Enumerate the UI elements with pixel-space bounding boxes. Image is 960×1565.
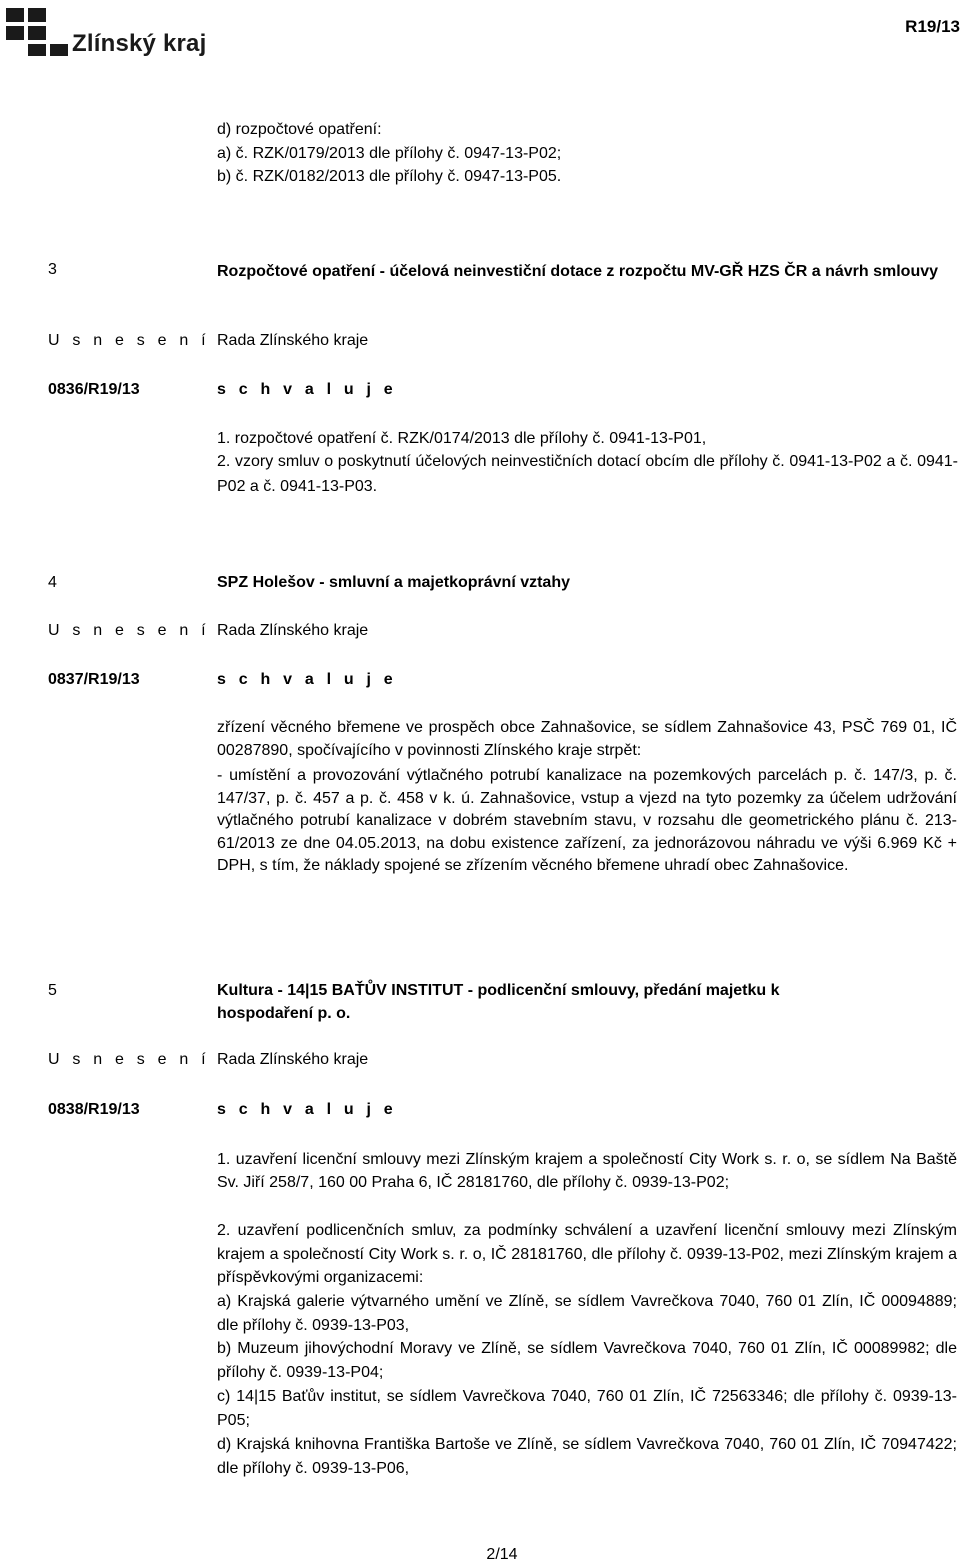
- logo-square-icon: [6, 26, 24, 40]
- intro-line: a) č. RZK/0179/2013 dle přílohy č. 0947-13-P02;: [217, 145, 562, 162]
- content-paragraph-line2: P02 a č. 0941-13-P03.: [217, 478, 378, 495]
- content-paragraph: b) Muzeum jihovýchodní Moravy ve Zlíně, se sídlem Vavrečkova 7040, 760 01 Zlín, IČ 00089982; dle přílohy č. 0939-13-P04;: [217, 1340, 957, 1381]
- logo-text: Zlínský kraj: [72, 30, 207, 57]
- content-paragraph: - umístění a provozování výtlačného potrubí kanalizace na pozemkových parcelách p. č. 147/3, p. č. 147/37, p. č. 457 a p. č. 458 v k. ú. Zahnašovice, vstup a vjezd na tyto pozemky za účelem udržování výtlačného potrubí kanalizace v dobrém stavebním stavu, v rozsahu dle geometrického plánu č. 213-61/2013 ze dne 04.05.2013, na dobu existence zařízení, za jednorázovou náhradu ve výši 6.969 Kč + DPH, s tím, že náklady spojené se zřízením věcného břemene uhradí obec Zahnašovice.: [217, 767, 957, 874]
- item-number: 5: [48, 982, 57, 999]
- usneseni-label: U s n e s e n í: [48, 332, 210, 349]
- content-paragraph: zřízení věcného břemene ve prospěch obce Zahnašovice, se sídlem Zahnašovice 43, PSČ 769 01, IČ 00287890, spočívajícího v povinnosti Zlínského kraje strpět:: [217, 719, 957, 759]
- logo-square-icon: [28, 44, 46, 56]
- usneseni-label: U s n e s e n í: [48, 1051, 210, 1068]
- logo-square-icon: [6, 8, 24, 22]
- resolution-number: 0838/R19/13: [48, 1101, 140, 1118]
- content-paragraph: 1. uzavření licenční smlouvy mezi Zlínským krajem a společností City Work s. r. o, se sídlem Na Baště Sv. Jiří 258/7, 160 00 Praha 6, IČ 28181760, dle přílohy č. 0939-13-P02;: [217, 1151, 957, 1191]
- rada-label: Rada Zlínského kraje: [217, 332, 369, 349]
- item-title: SPZ Holešov - smluvní a majetkoprávní vztahy: [217, 574, 570, 591]
- rada-label: Rada Zlínského kraje: [217, 622, 369, 639]
- logo-square-icon: [50, 44, 68, 56]
- zlinsky-kraj-logo: [6, 8, 207, 57]
- schvaluje-label: s c h v a l u j e: [217, 671, 397, 688]
- schvaluje-label: s c h v a l u j e: [217, 381, 397, 398]
- logo-square-icon: [28, 8, 46, 22]
- content-paragraph: 2. uzavření podlicenčních smluv, za podmínky schválení a uzavření licenční smlouvy mezi Zlínským krajem a společností City Work s. r. o, IČ 28181760, dle přílohy č. 0939-13-P02, mezi Zlínským krajem a příspěvkovými organizacemi:: [217, 1222, 957, 1286]
- content-paragraph: d) Krajská knihovna Františka Bartoše ve Zlíně, se sídlem Vavrečkova 7040, 760 01 Zlín, IČ 70947422; dle přílohy č. 0939-13-P06,: [217, 1436, 957, 1477]
- content-paragraph: c) 14|15 Baťův institut, se sídlem Vavrečkova 7040, 760 01 Zlín, IČ 72563346; dle přílohy č. 0939-13-P05;: [217, 1388, 957, 1429]
- resolution-number: 0837/R19/13: [48, 671, 140, 688]
- usneseni-label: U s n e s e n í: [48, 622, 210, 639]
- intro-line: d) rozpočtové opatření:: [217, 121, 382, 138]
- content-text: 2. vzory smluv o poskytnutí účelových neinvestičních dotací obcím dle přílohy č. 0941-13-P02 a č. 0941-: [217, 453, 958, 470]
- content-paragraph: a) Krajská galerie výtvarného umění ve Zlíně, se sídlem Vavrečkova 7040, 760 01 Zlín, IČ 00094889; dle přílohy č. 0939-13-P03,: [217, 1293, 957, 1334]
- content-paragraph: 1. rozpočtové opatření č. RZK/0174/2013 dle přílohy č. 0941-13-P01,: [217, 430, 707, 447]
- item-number: 4: [48, 574, 57, 591]
- intro-line: b) č. RZK/0182/2013 dle přílohy č. 0947-13-P05.: [217, 168, 562, 185]
- content-paragraph-line1: [217, 451, 958, 472]
- schvaluje-label: s c h v a l u j e: [217, 1101, 397, 1118]
- document-number: R19/13: [905, 17, 960, 36]
- resolution-number: 0836/R19/13: [48, 381, 140, 398]
- item-title: Kultura - 14|15 BAŤŮV INSTITUT - podlicenční smlouvy, předání majetku k hospodaření p. o.: [217, 982, 780, 1022]
- rada-label: Rada Zlínského kraje: [217, 1051, 369, 1068]
- item-title: Rozpočtové opatření - účelová neinvestiční dotace z rozpočtu MV-GŘ HZS ČR a návrh smlouvy: [217, 263, 939, 280]
- logo-square-icon: [28, 26, 46, 40]
- page-number: 2/14: [486, 1546, 518, 1563]
- item-number: 3: [48, 261, 57, 278]
